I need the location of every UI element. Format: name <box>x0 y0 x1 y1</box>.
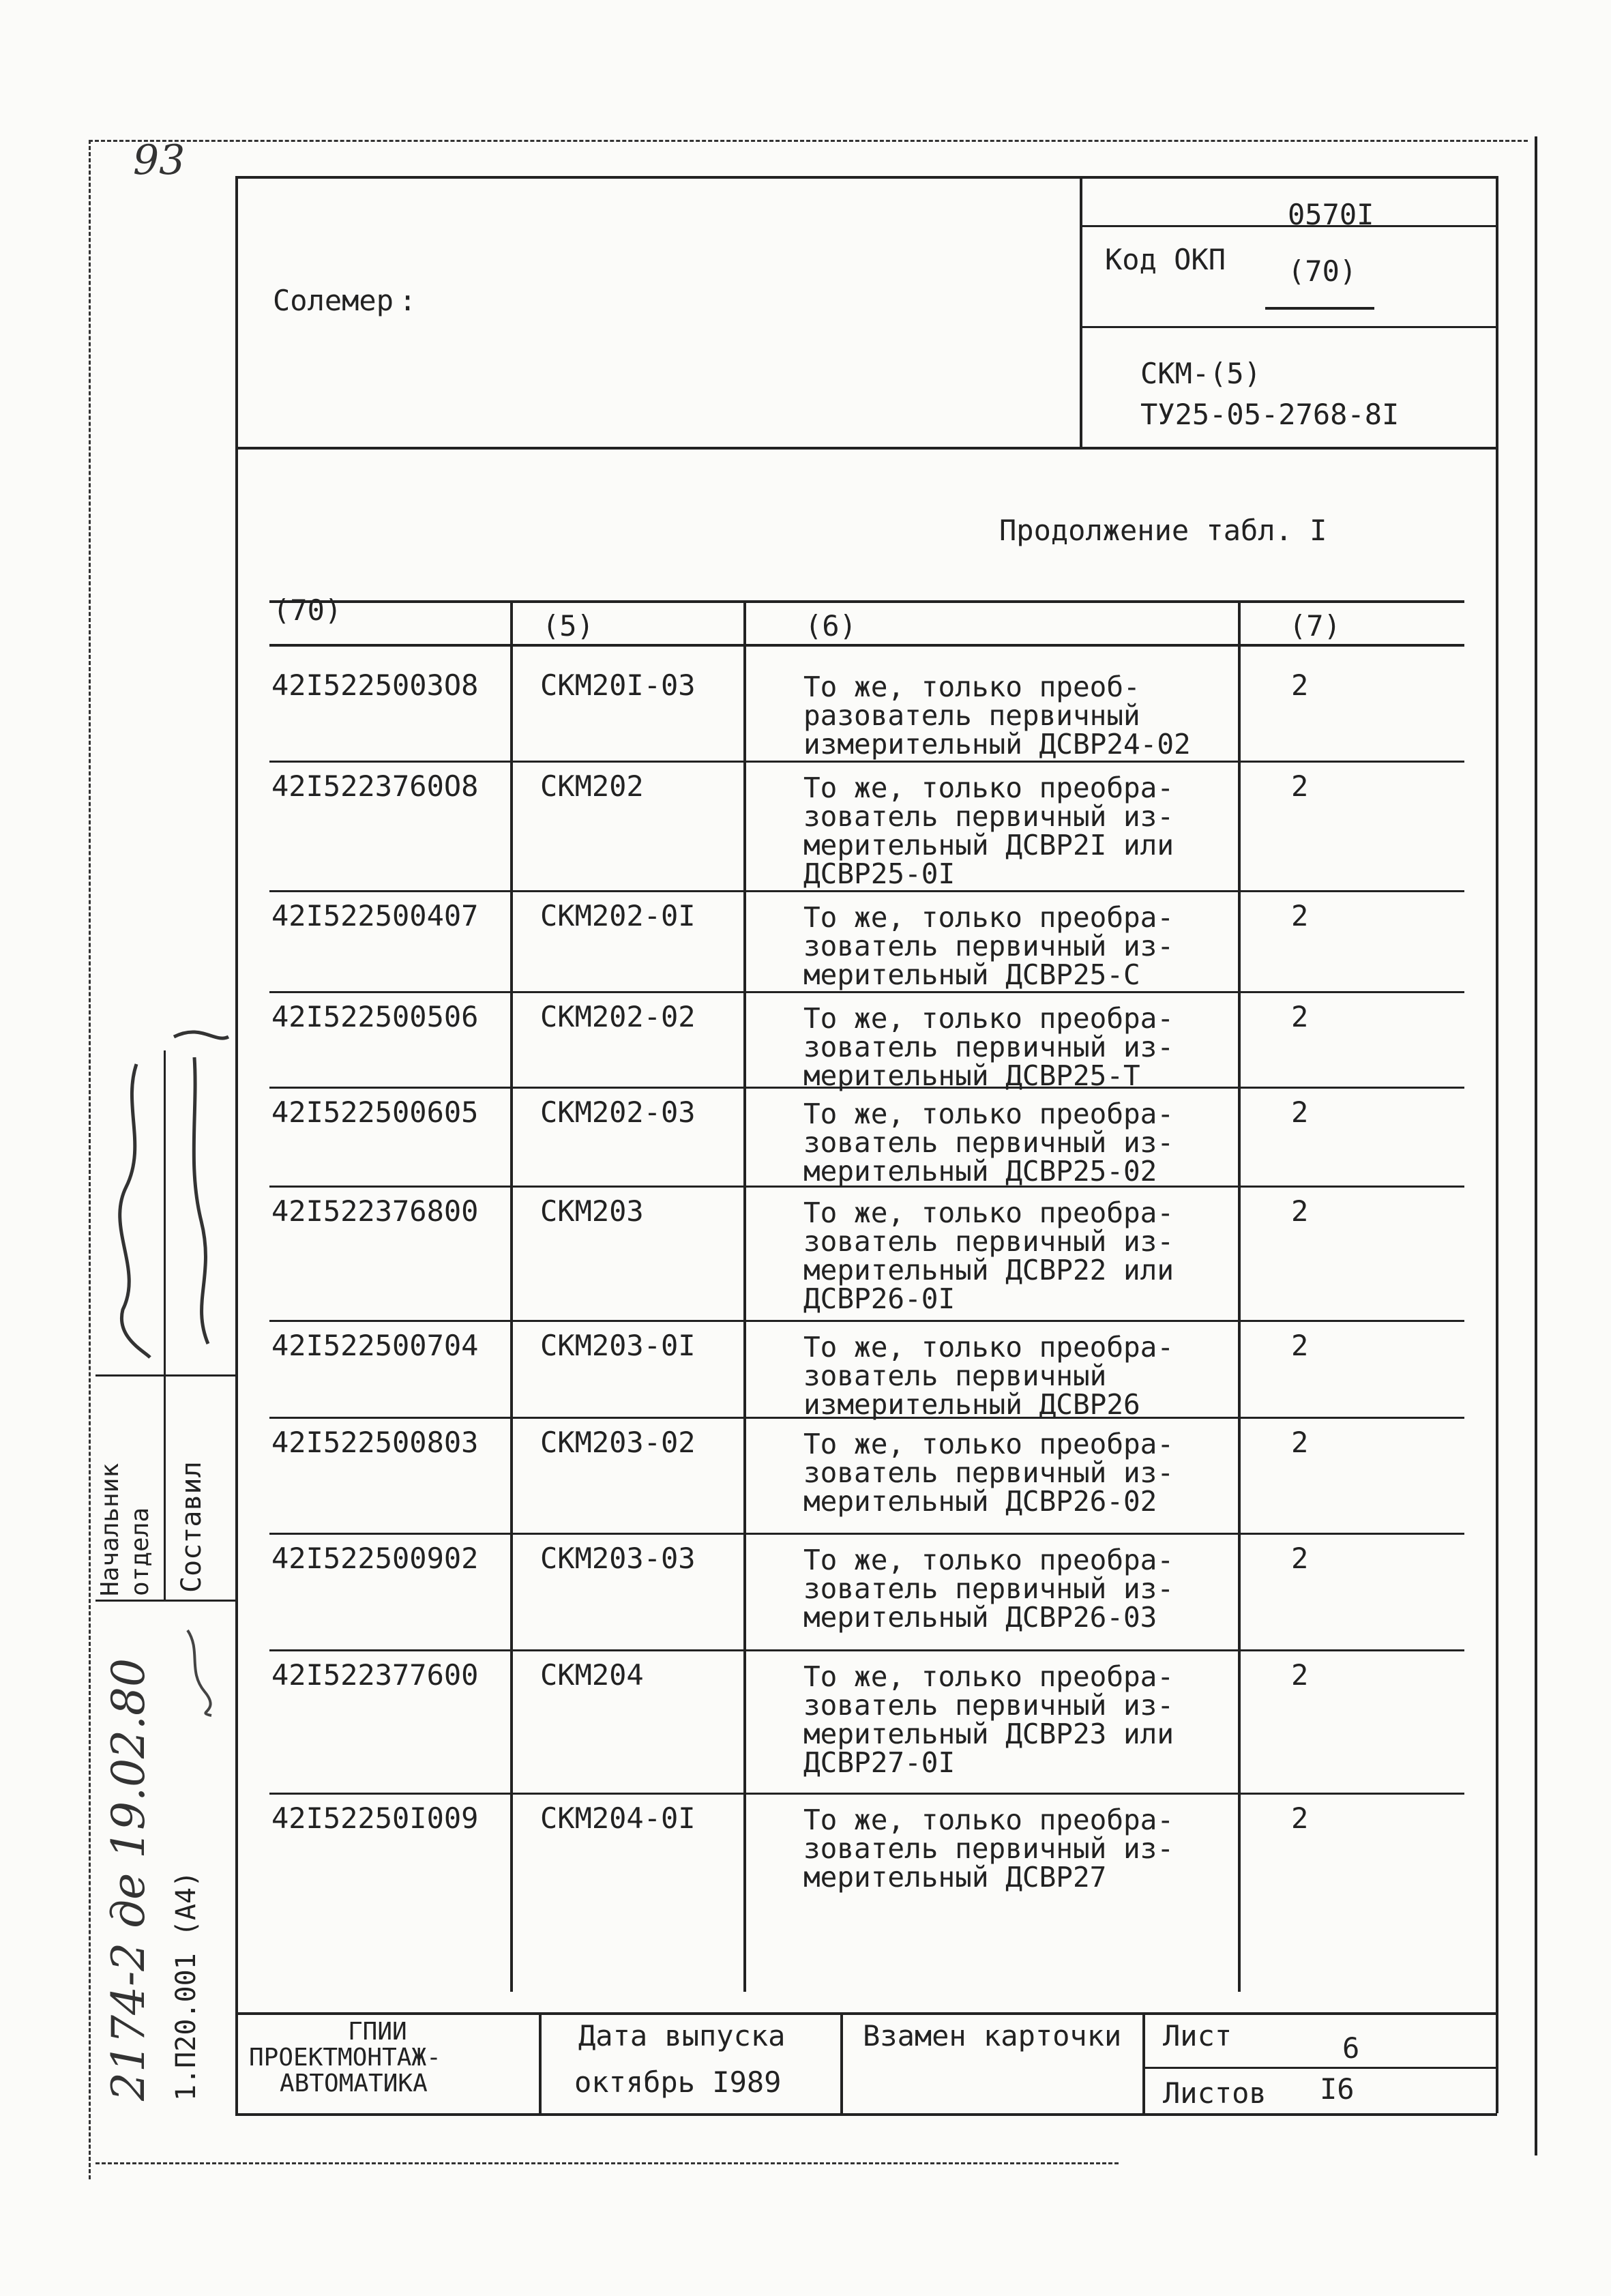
okp-code: (70) <box>1288 254 1357 288</box>
header-top-line <box>235 176 1497 179</box>
replaces-label: Взамен карточки <box>863 2019 1122 2052</box>
outer-frame-top <box>89 140 1528 142</box>
footer-org-line1: ГПИИ <box>348 2018 407 2046</box>
row-qty: 2 <box>1291 1801 1309 1835</box>
col-divider-2 <box>743 600 746 1992</box>
row-qty: 2 <box>1291 899 1309 932</box>
row-description: То же, только преобра- зователь первичный из- мерительный ДСВР2I или ДСВР25-0I <box>803 771 1174 890</box>
row-description: То же, только преобра- зователь первичный из- мерительный ДСВР25-02 <box>803 1098 1174 1188</box>
footer-bottom-line <box>235 2113 1497 2116</box>
row-description: То же, только преобра- зователь первичный измерительный ДСВР26 <box>803 1331 1174 1421</box>
row-qty: 2 <box>1291 1095 1309 1129</box>
footer-top-line <box>235 2012 1497 2015</box>
row-model: СКМ203-03 <box>540 1542 696 1575</box>
row-divider <box>269 1793 1464 1795</box>
row-divider <box>269 1320 1464 1322</box>
okp-bottom-line <box>1080 326 1497 328</box>
row-divider <box>269 761 1464 763</box>
release-date: октябрь I989 <box>574 2065 782 2099</box>
row-code: 42I522500605 <box>271 1095 479 1129</box>
row-qty: 2 <box>1291 769 1309 803</box>
row-divider <box>269 1533 1464 1535</box>
row-qty: 2 <box>1291 1000 1309 1033</box>
stamp-code: 1.П20.001 (А4) <box>171 1870 202 2101</box>
sheet-label: Лист <box>1163 2019 1232 2052</box>
signature-chief <box>95 1050 171 1364</box>
row-model: СКМ204-0I <box>540 1801 696 1835</box>
row-description: То же, только преобра- зователь первичный из- мерительный ДСВР22 или ДСВР26-0I <box>803 1196 1174 1315</box>
row-description: То же, только преобра- зователь первичный из- мерительный ДСВР26-03 <box>803 1544 1174 1634</box>
row-description: То же, только преобра- зователь первичный из- мерительный ДСВР23 или ДСВР27-0I <box>803 1660 1174 1779</box>
chief-label: Начальник отдела <box>96 1462 154 1596</box>
page-number-handwritten: 93 <box>133 136 186 184</box>
row-model: СКМ203-0I <box>540 1329 696 1362</box>
row-code: 42I522500902 <box>271 1542 479 1575</box>
row-code: 42I52250I009 <box>271 1801 479 1835</box>
continuation-title: Продолжение табл. I <box>999 514 1327 547</box>
outer-frame-right <box>1535 136 1537 2155</box>
header-divider <box>1080 176 1082 449</box>
table-header-top <box>269 600 1464 603</box>
card-right-line <box>1496 176 1498 2113</box>
row-model: СКМ202 <box>540 769 644 803</box>
row-code: 42I5223760О8 <box>271 769 479 803</box>
okp-code-underline <box>1265 307 1374 310</box>
product-name-colon: : <box>399 284 417 317</box>
row-qty: 2 <box>1291 668 1309 702</box>
row-model: СКМ202-03 <box>540 1095 696 1129</box>
handwritten-ref: 2174-2 де 19.02.80 <box>102 1658 155 2101</box>
product-name: Солемер <box>273 284 394 317</box>
header-bottom-line <box>235 447 1497 450</box>
signature-compiler <box>160 1016 242 1371</box>
release-label: Дата выпуска <box>578 2019 786 2052</box>
col-header-qty: (7) <box>1289 609 1341 643</box>
row-description: То же, только преобра- зователь первичный из- мерительный ДСВР27 <box>803 1804 1174 1894</box>
row-qty: 2 <box>1291 1426 1309 1459</box>
col-divider-1 <box>510 600 513 1992</box>
row-divider <box>269 991 1464 993</box>
row-code: 42I522500704 <box>271 1329 479 1362</box>
signature-stamp <box>174 1623 228 1719</box>
compiled-label: Составил <box>176 1461 207 1593</box>
col-header-code: (70) <box>273 593 342 627</box>
row-qty: 2 <box>1291 1542 1309 1575</box>
row-code: 42I522500506 <box>271 1000 479 1033</box>
footer-divider-1 <box>539 2012 542 2115</box>
side-stamp-bottom <box>95 1600 235 1602</box>
row-qty: 2 <box>1291 1329 1309 1362</box>
sheets-value: I6 <box>1320 2072 1355 2106</box>
sheet-value: 6 <box>1342 2031 1360 2065</box>
okp-label: Код ОКП <box>1105 243 1226 276</box>
footer-org-line3: АВТОМАТИКА <box>280 2070 428 2098</box>
row-description: То же, только преоб- разователь первичный измерительный ДСВР24-02 <box>803 671 1191 761</box>
row-divider <box>269 1649 1464 1651</box>
row-code: 42I522500407 <box>271 899 479 932</box>
row-model: СКМ203 <box>540 1194 644 1228</box>
footer-divider-3 <box>1142 2012 1145 2115</box>
row-code: 42I522500803 <box>271 1426 479 1459</box>
row-model: СКМ202-02 <box>540 1000 696 1033</box>
row-code: 42I5225003О8 <box>271 668 479 702</box>
outer-frame-left <box>89 140 91 2179</box>
tu-field: ТУ25-05-2768-8I <box>1140 398 1400 431</box>
row-divider <box>269 1186 1464 1188</box>
table-header-bottom <box>269 644 1464 647</box>
row-description: То же, только преобра- зователь первичный из- мерительный ДСВР25-Т <box>803 1002 1174 1092</box>
row-model: СКМ203-02 <box>540 1426 696 1459</box>
model-field: СКМ-(5) <box>1140 357 1262 390</box>
row-model: СКМ204 <box>540 1658 644 1692</box>
row-qty: 2 <box>1291 1658 1309 1692</box>
row-description: То же, только преобра- зователь первичный из- мерительный ДСВР25-С <box>803 901 1174 991</box>
row-model: СКМ20I-03 <box>540 668 696 702</box>
col-header-desc: (6) <box>805 609 857 643</box>
row-model: СКМ202-0I <box>540 899 696 932</box>
sheets-label: Листов <box>1163 2076 1267 2110</box>
row-divider <box>269 1417 1464 1419</box>
row-code: 42I522376800 <box>271 1194 479 1228</box>
row-divider <box>269 1087 1464 1089</box>
okp-top-code: 0570I <box>1288 198 1374 231</box>
footer-org-line2: ПРОЕКТМОНТАЖ- <box>249 2044 441 2072</box>
row-description: То же, только преобра- зователь первичный из- мерительный ДСВР26-02 <box>803 1428 1174 1518</box>
col-header-model: (5) <box>542 609 594 643</box>
row-code: 42I522377600 <box>271 1658 479 1692</box>
row-divider <box>269 890 1464 892</box>
footer-sheet-divider <box>1142 2067 1497 2069</box>
row-qty: 2 <box>1291 1194 1309 1228</box>
outer-frame-bottom <box>95 2162 1119 2164</box>
footer-divider-2 <box>840 2012 843 2115</box>
